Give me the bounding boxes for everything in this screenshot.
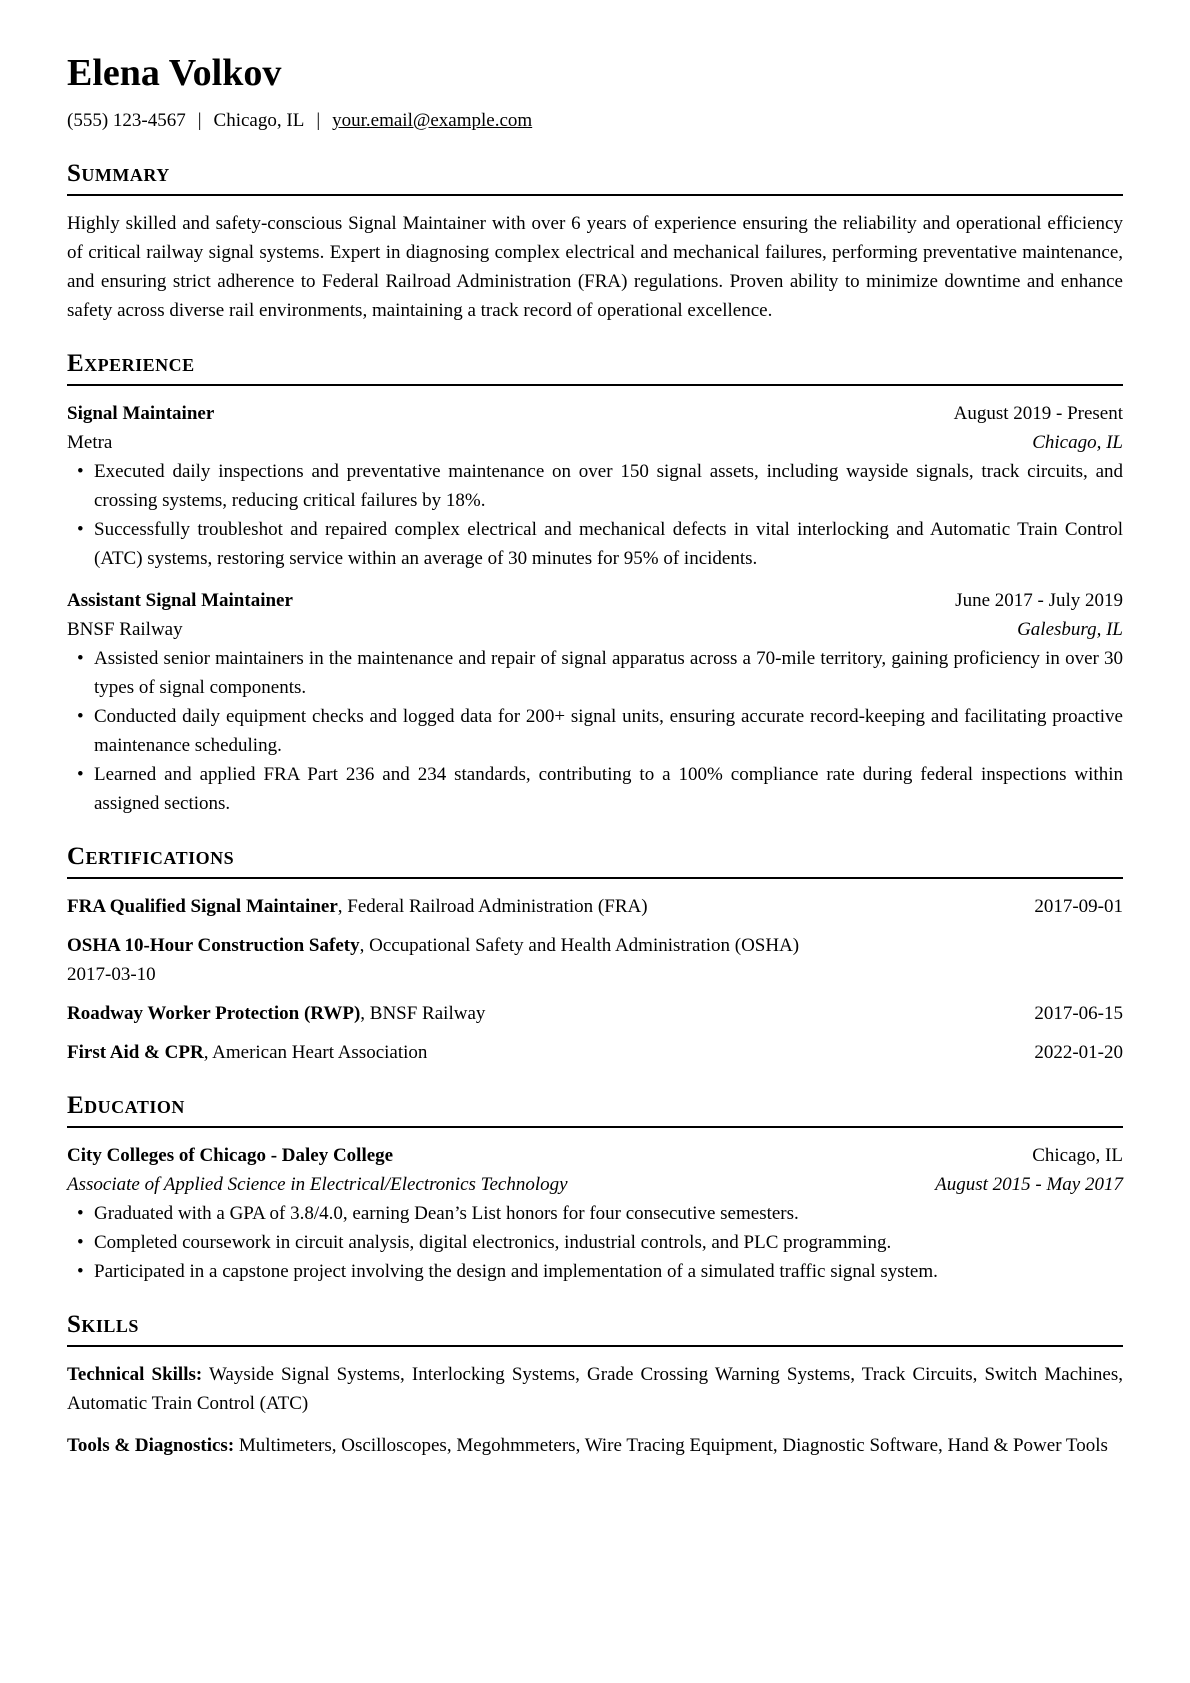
job-header-row — [67, 586, 1123, 615]
certification-row — [67, 892, 1123, 921]
job-subheader-row — [67, 428, 1123, 457]
bullet-item: • Successfully troubleshot and repaired complex electrical and mechanical defects in vital interlocking and Automatic Train Control (ATC) systems, restoring service within an average of 30 minutes for 95% of incidents. — [67, 515, 1123, 573]
job-location: Galesburg, IL — [1017, 619, 1123, 640]
education-degree-row — [67, 1170, 1123, 1199]
certification-title — [67, 1038, 427, 1067]
bullet-item: • Graduated with a GPA of 3.8/4.0, earning Dean’s List honors for four consecutive semesters. — [67, 1199, 1123, 1228]
section-heading-certifications: Certifications — [67, 842, 1123, 879]
degree-name: Associate of Applied Science in Electrical/Electronics Technology — [67, 1174, 568, 1195]
certification-issuer: , BNSF Railway — [360, 1003, 486, 1024]
job-title: Assistant Signal Maintainer — [67, 590, 293, 611]
contact-separator: | — [197, 110, 202, 131]
certification-name: FRA Qualified Signal Maintainer — [67, 896, 338, 917]
skills-group — [67, 1360, 1123, 1418]
summary-paragraph: Highly skilled and safety-conscious Signal Maintainer with over 6 years of experience ensuring the reliability and operational efficiency of critical railway signal systems. Expert in diagnosing complex electrical and mechanical failures, performing preventative maintenance, and ensuring strict adherence to Federal Railroad Administration (FRA) regulations. Proven ability to minimize downtime and enhance safety across diverse rail environments, maintaining a track record of operational excellence. — [67, 213, 1123, 321]
education-bullet-list — [67, 1199, 1123, 1286]
certification-date-wrapped: 2017-03-10 — [67, 964, 156, 985]
section-heading-summary: Summary — [67, 159, 1123, 196]
certification-issuer: , Occupational Safety and Health Administration (OSHA) — [359, 935, 800, 956]
contact-separator: | — [316, 110, 321, 131]
experience-section — [67, 399, 1123, 818]
job-bullet-list — [67, 457, 1123, 573]
certification-issuer: , Federal Railroad Administration (FRA) — [337, 896, 648, 917]
company-name: Metra — [67, 432, 113, 453]
education-entry — [67, 1141, 1123, 1286]
contact-location: Chicago, IL — [213, 110, 305, 131]
summary-section — [67, 209, 1123, 325]
education-dates: August 2015 - May 2017 — [935, 1174, 1123, 1195]
skills-group-text: Wayside Signal Systems, Interlocking Systems, Grade Crossing Warning Systems, Track Circuits, Switch Machines, Automatic Train Control (ATC) — [67, 1364, 1123, 1414]
bullet-item: • Conducted daily equipment checks and logged data for 200+ signal units, ensuring accurate record-keeping and facilitating proactive maintenance scheduling. — [67, 702, 1123, 760]
bullet-item: • Executed daily inspections and preventative maintenance on over 150 signal assets, including wayside signals, track circuits, and crossing systems, reducing critical failures by 18%. — [67, 457, 1123, 515]
certification-title — [67, 999, 485, 1028]
certification-item — [67, 931, 1123, 989]
experience-entry — [67, 586, 1123, 818]
job-title: Signal Maintainer — [67, 403, 215, 424]
certification-item — [67, 999, 1123, 1028]
page-title: Elena Volkov — [67, 52, 282, 94]
certifications-section — [67, 892, 1123, 1067]
certification-row — [67, 999, 1123, 1028]
certification-date: 2017-09-01 — [1034, 896, 1123, 917]
bullet-item: • Participated in a capstone project involving the design and implementation of a simulated traffic signal system. — [67, 1257, 1123, 1286]
certification-name: OSHA 10-Hour Construction Safety — [67, 935, 360, 956]
section-heading-skills: Skills — [67, 1310, 1123, 1347]
certification-item — [67, 892, 1123, 921]
certification-title — [67, 892, 648, 921]
school-name: City Colleges of Chicago - Daley College — [67, 1145, 394, 1166]
bullet-item: • Completed coursework in circuit analysis, digital electronics, industrial controls, and PLC programming. — [67, 1228, 1123, 1257]
contact-line — [67, 106, 1123, 135]
contact-phone: (555) 123-4567 — [67, 110, 186, 131]
certification-issuer: , American Heart Association — [203, 1042, 428, 1063]
job-header-row — [67, 399, 1123, 428]
company-name: BNSF Railway — [67, 619, 183, 640]
job-bullet-list — [67, 644, 1123, 818]
certification-item — [67, 1038, 1123, 1067]
certification-date: 2017-06-15 — [1034, 1003, 1123, 1024]
certification-row — [67, 931, 1123, 960]
certification-name: Roadway Worker Protection (RWP) — [67, 1003, 361, 1024]
skills-group-label: Technical Skills: — [67, 1364, 203, 1385]
job-dates: June 2017 - July 2019 — [955, 590, 1123, 611]
bullet-item: • Learned and applied FRA Part 236 and 234 standards, contributing to a 100% compliance rate during federal inspections within assigned sections. — [67, 760, 1123, 818]
education-section — [67, 1141, 1123, 1286]
contact-email-link[interactable]: your.email@example.com — [332, 110, 533, 131]
section-heading-education: Education — [67, 1091, 1123, 1128]
skills-section — [67, 1360, 1123, 1460]
certification-date: 2022-01-20 — [1034, 1042, 1123, 1063]
skills-group-text: Multimeters, Oscilloscopes, Megohmmeters, Wire Tracing Equipment, Diagnostic Software, Hand & Power Tools — [238, 1435, 1108, 1456]
school-location: Chicago, IL — [1032, 1145, 1123, 1166]
bullet-item: • Assisted senior maintainers in the maintenance and repair of signal apparatus across a 70-mile territory, gaining proficiency in over 30 types of signal components. — [67, 644, 1123, 702]
experience-entry — [67, 399, 1123, 573]
education-header-row — [67, 1141, 1123, 1170]
job-location: Chicago, IL — [1032, 432, 1123, 453]
skills-group — [67, 1431, 1123, 1460]
certification-row — [67, 1038, 1123, 1067]
certification-title — [67, 931, 799, 960]
job-dates: August 2019 - Present — [953, 403, 1123, 424]
section-heading-experience: Experience — [67, 349, 1123, 386]
skills-group-label: Tools & Diagnostics: — [67, 1435, 235, 1456]
certification-name: First Aid & CPR — [67, 1042, 204, 1063]
job-subheader-row — [67, 615, 1123, 644]
